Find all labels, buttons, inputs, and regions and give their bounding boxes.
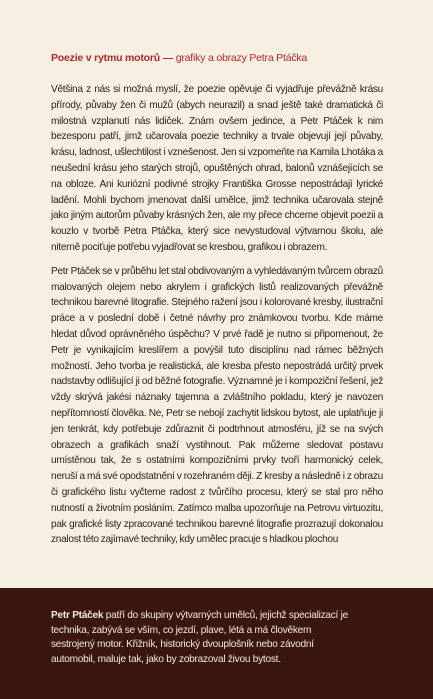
section-title (51, 51, 391, 65)
article-paragraph-2: Petr Ptáček se v průběhu let stal obdivovaným a vyhledávaným tvůrcem obrazů malovaných olejem nebo akrylem i grafických listů realizovaných převážně technikou barevné litografie. Stejného ražení jsou i kolorované kresby, ilustrační práce a v poslední době i četné návrhy pro známkovou tvorbu. Kde máme hledat důvod oprávněného úspěchu? V prvé řadě je nutno si připomenout, že Petr je vynikajícím kreslířem a povýšil tuto disciplínu nad rámec běžných možností. Jeho tvorba je realistická, ale kresba přesto nepostrádá určitý prvek nadstavby odlišující ji od běžné fotografie. Významné je i kompoziční řešení, jež vždy skrývá jakési náznaky tajemna a zvláštního pokladu, který je navozen nepřítomností člověka. Ne, Petr se nebojí zachytit lidskou bytost, ale uplatňuje ji jen tenkrát, kdy potřebuje zdůraznit či podtrhnout atmosféru, jíž se na svých obrazech a grafikách snaží vystihnout. Pak můžeme sledovat postavu umístěnou tak, že s ostatními kompozičními prvky tvoří harmonický celek, neruší a má své opodstatnění v rozehraném ději. Z kresby a následně i z obrazu či grafického listu vyčteme radost z tvůrčího procesu, který se stal pro něho nutností a životním posláním. Zatímco malba upozorňuje na Petrovu virtuozitu, pak grafické listy zpracované technikou barevné litografie prozrazují dokonalou znalost této zajímavé techniky, kdy umělec pracuje s hladkou plochou (51, 265, 383, 546)
author-bio-text: patří do skupiny výtvarných umělců, jejichž specializací je technika, zabývá se vším, co jezdí, plave, létá a má člověkem sestrojený motor. Křižník, historický dvouplošník nebo závodní automobil, maluje tak, jako by zobrazoval živou bytost. (51, 610, 348, 665)
article-paragraph-1: Většina z nás si možná myslí, že poezie opěvuje či vyjadřuje převážně krásu přírody, půvaby žen či mužů (abych neurazil) a snad ještě také dramatická či milostná vzplanutí nás lidiček. Znám ovšem jedince, a Petr Ptáček k nim bezesporu patří, jimž učarovala poezie techniky a trvale objevují její půvaby, krásu, ladnost, ušlechtilost i vznešenost. Jen si vzpomeňte na Kamila Lhotáka a neušední krásu jeho starých strojů, opuštěných ohrad, balonů vznášejících se na obloze. Ani kuriózní podivné strojky Františka Grosse nepostrádají lyrické ladění. Mohli bychom jmenovat další umělce, jimž technika učarovala stejně jako jiným autorům půvaby krásných žen, ale my přece chceme objevit poezii a kouzlo v tvorbě Petra Ptáčka, který sice nevystudoval výtvarnou školu, ale niterně pociťuje potřebu vyjadřovat se kresbou, grafikou i obrazem. (51, 84, 383, 253)
author-name: Petr Ptáček (51, 610, 104, 621)
article-body (51, 82, 383, 548)
title-main: Poezie v rytmu motorů — (51, 52, 174, 64)
author-bio (51, 609, 351, 667)
author-bio-band (0, 588, 433, 699)
title-subtitle: grafiky a obrazy Petra Ptáčka (173, 52, 308, 64)
